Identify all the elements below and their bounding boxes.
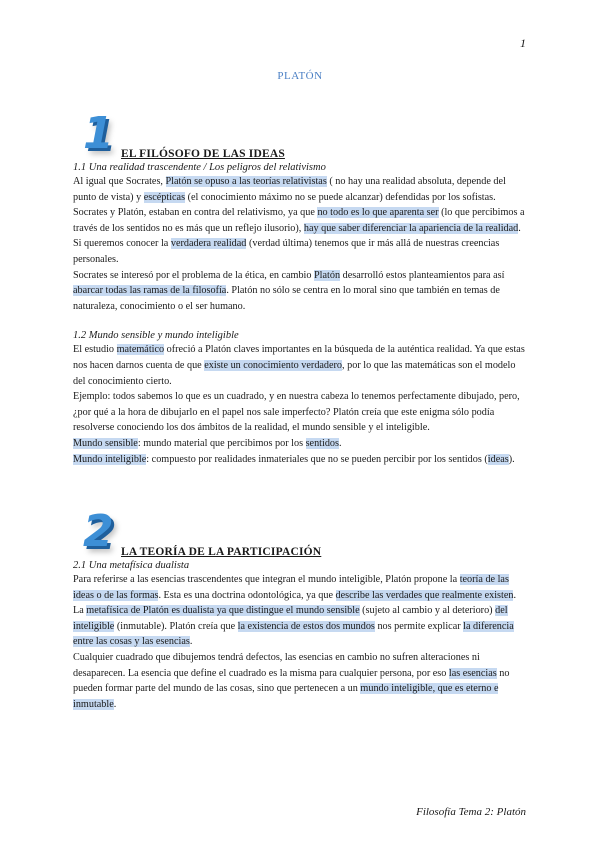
text-run: (sujeto al cambio y al deterioro): [359, 605, 496, 617]
subsection-1-2-title: 1.2 Mundo sensible y mundo inteligible: [73, 330, 239, 342]
text-run: .: [339, 437, 342, 449]
paragraph: [73, 389, 528, 436]
section-number-2-icon: 2: [83, 506, 114, 557]
paragraph: [73, 268, 528, 315]
text-run: : compuesto por realidades inmateriales que no se pueden percibir por los sentidos (: [146, 453, 488, 465]
text-run: no pueden formar parte del mundo de las cosas, sino que pertenecen a un: [73, 667, 510, 695]
paragraph: [73, 174, 528, 205]
highlighted-text: describe las verdades que realmente existen: [335, 589, 514, 601]
section-2-title: LA TEORÍA DE LA PARTICIPACIÓN: [121, 546, 322, 558]
section-2-header: [73, 506, 528, 558]
text-run: Ejemplo: todos sabemos lo que es un cuadrado, y en nuestra cabeza lo tenemos perfectamente dibujado, pero, ¿por qué a la hora de dibujarlo en el papel nos sale imperfecto? Platón creía que este enigma sólo podía resolverse conociendo los dos ámbitos de la realidad, el mundo sensible y el inteligible.: [73, 391, 520, 434]
highlighted-text: mundo inteligible, que es eterno e inmutable: [73, 683, 499, 710]
highlighted-text: verdadera realidad: [170, 238, 247, 250]
paragraph: [73, 342, 528, 389]
section-number-1-icon: 1: [83, 108, 114, 159]
text-run: ( no hay una realidad absoluta, depende del punto de vista) y: [73, 176, 506, 203]
section-1-header: [73, 108, 528, 160]
subsection-2-1-title: 2.1 Una metafísica dualista: [73, 560, 190, 571]
text-run: Para referirse a las esencias trascendentes que integran el mundo inteligible, Platón propone la: [73, 574, 460, 585]
section-1-title: EL FILÓSOFO DE LAS IDEAS: [121, 148, 285, 160]
highlighted-text: del inteligible: [73, 605, 508, 632]
highlighted-text: metafísica de Platón es dualista ya que distingue el mundo sensible: [86, 605, 360, 617]
paragraph: [73, 650, 528, 712]
text-run: Socrates se interesó por el problema de la ética, en cambio: [73, 269, 315, 281]
text-run: .: [113, 698, 117, 710]
highlighted-text: hay que saber diferenciar la apariencia de la realidad: [303, 222, 519, 234]
page-footer: Filosofía Tema 2: Platón: [416, 806, 526, 818]
highlighted-text: existe un conocimiento verdadero: [204, 359, 343, 371]
text-run: . Platón no sólo se centra en lo moral sino que también en temas de naturaleza, conocimiento o el ser humano.: [73, 285, 500, 312]
text-run: desarrolló estos planteamientos para así: [340, 269, 505, 281]
text-run: (el conocimiento máximo no se puede alcanzar) defendidas por los sofistas.: [185, 191, 496, 203]
text-run: (lo que percibimos a través de los sentidos no es más que un reflejo ilusorio),: [73, 207, 525, 234]
subsection-1-1-title: 1.1 Una realidad trascendente / Los peligros del relativismo: [73, 162, 326, 173]
highlighted-text: sentidos: [305, 437, 339, 449]
text-run: ofreció a Platón claves importantes en la búsqueda de la auténtica realidad. Ya que estas nos hacen darnos cuenta de que: [73, 344, 525, 371]
section-1: [73, 108, 528, 467]
paragraph: [73, 205, 528, 267]
paragraph: [73, 452, 528, 468]
text-run: (inmutable). Platón creía que: [114, 620, 238, 632]
text-run: : mundo material que percibimos por los: [137, 437, 306, 449]
paragraph: [73, 572, 528, 650]
section-2: [73, 506, 528, 712]
highlighted-text: Platón: [314, 269, 341, 281]
highlighted-text: no todo es lo que aparenta ser: [317, 207, 439, 219]
document-title: PLATÓN: [277, 70, 323, 82]
text-run: ).: [508, 453, 515, 465]
text-run: Cualquier cuadrado que dibujemos tendrá defectos, las esencias en cambio no sufren alteraciones ni desaparecen. La esencia que define el cuadrado es la misma para cualquier persona, por eso: [73, 651, 480, 679]
highlighted-text: las esencias: [448, 667, 497, 679]
text-run: . Si queremos conocer la: [73, 222, 521, 250]
highlighted-text: ideas: [487, 453, 509, 465]
highlighted-text: escépticas: [143, 191, 186, 203]
text-run: . La: [73, 589, 517, 617]
text-run: nos permite explicar: [374, 620, 464, 632]
text-run: (verdad última) tenemos que ir más allá de nuestras creencias personales.: [73, 238, 500, 265]
text-run: .: [189, 636, 193, 648]
text-run: , por lo que las matemáticas son el modelo del conocimiento cierto.: [73, 359, 516, 387]
highlighted-text: abarcar todas las ramas de la filosofía: [73, 285, 227, 297]
highlighted-text: la diferencia entre las cosas y las esencias: [73, 620, 514, 648]
highlighted-text: Platón se opuso a las teorías relativistas: [165, 176, 327, 187]
highlighted-text: teoría de las ideas o de las formas: [73, 574, 509, 601]
text-run: Al igual que Socrates,: [73, 176, 166, 187]
page-number: 1: [520, 36, 526, 50]
highlighted-text: Mundo sensible: [73, 437, 138, 449]
text-run: . Esta es una doctrina odontológica, ya que: [158, 589, 336, 601]
paragraph: [73, 436, 528, 452]
text-run: Socrates y Platón, estaban en contra del relativismo, ya que: [73, 207, 318, 219]
text-run: El estudio: [73, 344, 117, 356]
highlighted-text: matemático: [116, 344, 165, 356]
highlighted-text: la existencia de estos dos mundos: [237, 620, 375, 632]
highlighted-text: Mundo inteligible: [73, 453, 147, 465]
